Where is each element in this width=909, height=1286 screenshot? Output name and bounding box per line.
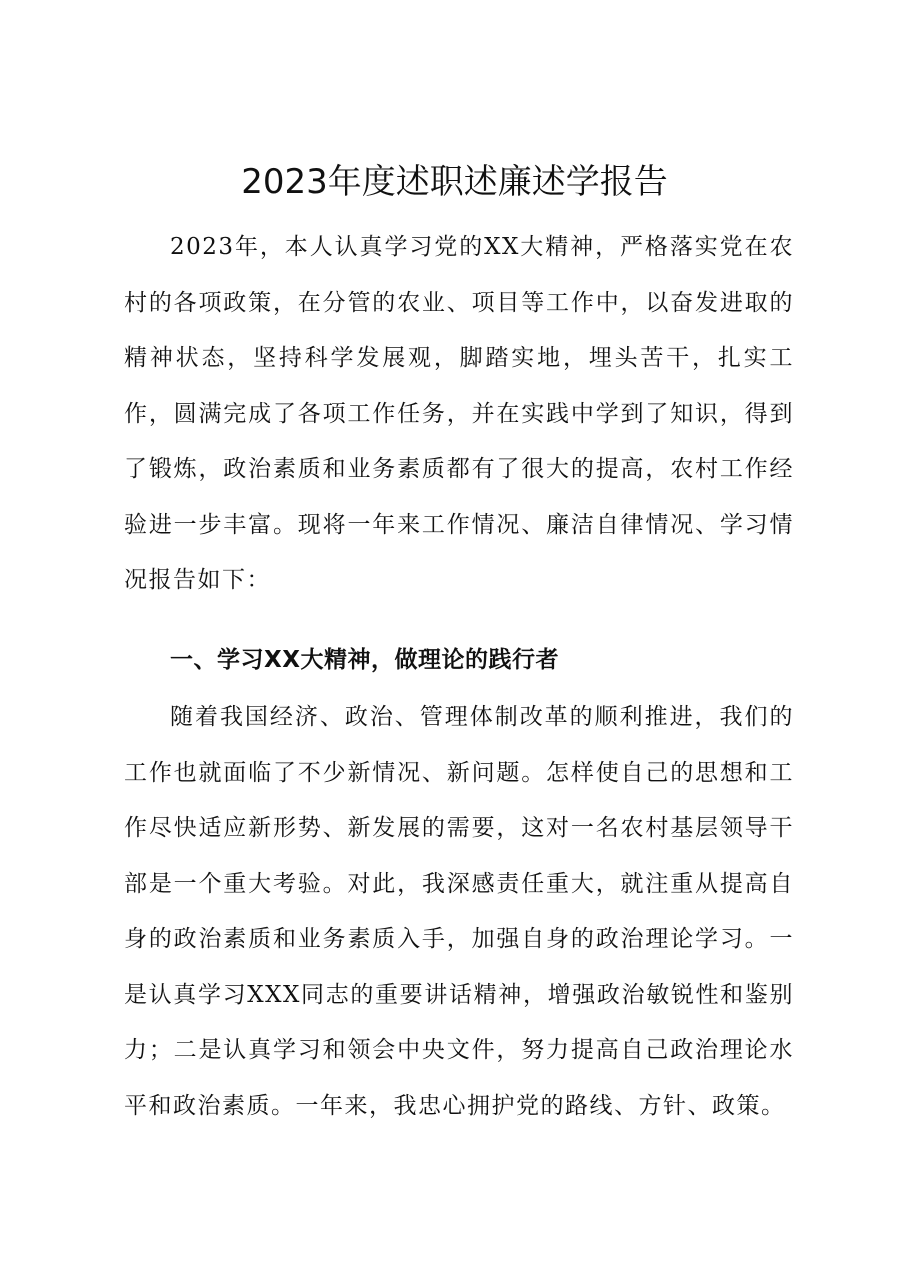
section-paragraph: 随着我国经济、政治、管理体制改革的顺利推进，我们的工作也就面临了不少新情况、新问题。怎样使自己的思想和工作尽快适应新形势、新发展的需要，这对一名农村基层领导干部是一个重大考验。对此，我深感责任重大，就注重从提高自身的政治素质和业务素质入手，加强自身的政治理论学习。一是认真学习XXX同志的重要讲话精神，增强政治敏锐性和鉴别力；二是认真学习和领会中央文件，努力提高自己政治理论水平和政治素质。一年来，我忠心拥护党的路线、方针、政策。 — [124, 704, 794, 1119]
section-heading: 一、学习XX大精神，做理论的践行者 — [170, 647, 559, 673]
intro-paragraph: 2023年，本人认真学习党的XX大精神，严格落实党在农村的各项政策，在分管的农业、项目等工作中，以奋发进取的精神状态，坚持科学发展观，脚踏实地，埋头苦干，扎实工作，圆满完成了各项工作任务，并在实践中学到了知识，得到了锻炼，政治素质和业务素质都有了很大的提高，农村工作经验进一步丰富。现将一年来工作情况、廉洁自律情况、学习情况报告如下： — [124, 234, 794, 593]
document-title: 2023年度述职述廉述学报告 — [241, 162, 668, 202]
